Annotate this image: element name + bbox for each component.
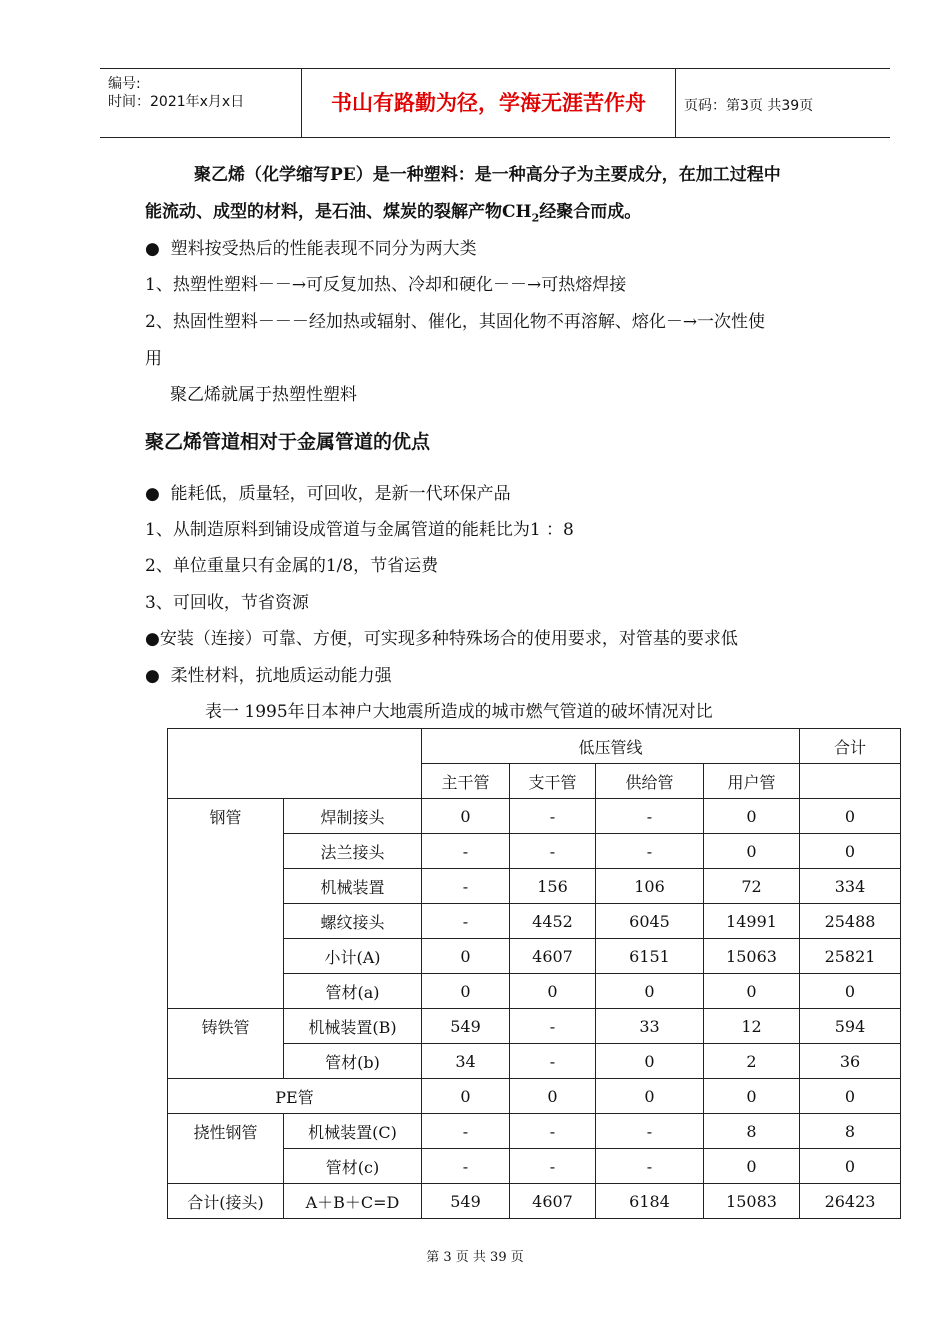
- table-cell: 0: [800, 1079, 901, 1114]
- total-header: 合计: [800, 729, 901, 764]
- table-cell: -: [510, 1009, 596, 1044]
- advantage-bullet-3: [145, 661, 392, 686]
- subheader: 主干管: [422, 764, 510, 799]
- table-row: [168, 1009, 901, 1044]
- table-cell: 25821: [800, 939, 901, 974]
- row-group: 铸铁管: [168, 1009, 284, 1079]
- bullet-icon: ●: [145, 484, 160, 504]
- header-blank-cell: [168, 729, 422, 799]
- table-row: [168, 1184, 901, 1219]
- table-cell: 15083: [704, 1184, 800, 1219]
- classification-item-2: 2、热固性塑料－－－经加热或辐射、催化，其固化物不再溶解、熔化－→一次性使: [145, 312, 766, 332]
- row-item: 管材(c): [284, 1149, 422, 1184]
- advantage-bullet-2: ●安装（连接）可靠、方便，可实现多种特殊场合的使用要求，对管基的要求低: [145, 629, 738, 649]
- table-cell: 8: [800, 1114, 901, 1149]
- table-cell: 0: [800, 1149, 901, 1184]
- table-caption: 表一 1995年日本神户大地震所造成的城市燃气管道的破坏情况对比: [205, 702, 713, 722]
- page-header: [100, 68, 890, 138]
- row-item: 管材(a): [284, 974, 422, 1009]
- table-cell: -: [596, 1149, 704, 1184]
- row-item: 机械装置(B): [284, 1009, 422, 1044]
- table-cell: -: [422, 1114, 510, 1149]
- table-cell: -: [596, 1114, 704, 1149]
- page-info: 页码：第3页 共39页: [684, 98, 814, 114]
- table-header-row: [168, 729, 901, 764]
- table-cell: 15063: [704, 939, 800, 974]
- table-cell: 34: [422, 1044, 510, 1079]
- table-cell: -: [422, 869, 510, 904]
- intro-line-2: [145, 197, 641, 224]
- classification-title: 塑料按受热后的性能表现不同分为两大类: [170, 239, 477, 259]
- table-cell: 0: [800, 799, 901, 834]
- table-cell: 72: [704, 869, 800, 904]
- row-item: 小计(A): [284, 939, 422, 974]
- time-label: 时间：2021年x月x日: [108, 94, 245, 110]
- table-cell: -: [596, 799, 704, 834]
- classification-note: 聚乙烯就属于热塑性塑料: [170, 385, 357, 405]
- intro-line-2-end: 经聚合而成。: [539, 202, 642, 222]
- table-cell: 156: [510, 869, 596, 904]
- intro-subscript: 2: [531, 211, 540, 225]
- table-cell: 6184: [596, 1184, 704, 1219]
- row-group: 合计(接头): [168, 1184, 284, 1219]
- subheader: 支干管: [510, 764, 596, 799]
- table-cell: 549: [422, 1009, 510, 1044]
- table-cell: 0: [704, 1079, 800, 1114]
- table-cell: 0: [422, 1079, 510, 1114]
- number-label: 编号:: [108, 76, 141, 92]
- row-item: 机械装置: [284, 869, 422, 904]
- table-cell: 4607: [510, 939, 596, 974]
- row-group: 钢管: [168, 799, 284, 1009]
- advantage-bullet-1: [145, 479, 511, 504]
- bullet-icon: ●: [145, 666, 160, 686]
- table-cell: -: [510, 1149, 596, 1184]
- table-cell: -: [422, 1149, 510, 1184]
- table-cell: 0: [422, 799, 510, 834]
- row-item: 管材(b): [284, 1044, 422, 1079]
- table-cell: 12: [704, 1009, 800, 1044]
- table-cell: 106: [596, 869, 704, 904]
- table-cell: 549: [422, 1184, 510, 1219]
- table-cell: -: [510, 834, 596, 869]
- table-cell: 14991: [704, 904, 800, 939]
- table-cell: -: [422, 834, 510, 869]
- intro-line-1: 聚乙烯（化学缩写PE）是一种塑料：是一种高分子为主要成分，在加工过程中: [194, 165, 781, 185]
- row-item: 螺纹接头: [284, 904, 422, 939]
- table-cell: 0: [422, 974, 510, 1009]
- table-cell: 594: [800, 1009, 901, 1044]
- subheader: 供给管: [596, 764, 704, 799]
- advantage-1-text: 能耗低，质量轻，可回收，是新一代环保产品: [170, 484, 511, 504]
- table-cell: 0: [596, 1079, 704, 1114]
- row-item: A＋B＋C=D: [284, 1184, 422, 1219]
- row-group: 挠性钢管: [168, 1114, 284, 1184]
- table-cell: 2: [704, 1044, 800, 1079]
- table-cell: -: [510, 1114, 596, 1149]
- classification-bullet-line: [145, 234, 477, 259]
- table-cell: 4452: [510, 904, 596, 939]
- table-cell: -: [422, 904, 510, 939]
- table-cell: 0: [704, 799, 800, 834]
- intro-line-2-text: 能流动、成型的材料，是石油、煤炭的裂解产物CH: [145, 202, 532, 222]
- header-right: [676, 69, 890, 137]
- table-cell: 36: [800, 1044, 901, 1079]
- table-cell: 25488: [800, 904, 901, 939]
- table-cell: 6151: [596, 939, 704, 974]
- table-cell: 33: [596, 1009, 704, 1044]
- table-cell: 4607: [510, 1184, 596, 1219]
- advantage-3-text: 柔性材料，抗地质运动能力强: [170, 666, 392, 686]
- advantage-item-3: 3、可回收，节省资源: [145, 593, 309, 613]
- section-heading: 聚乙烯管道相对于金属管道的优点: [145, 431, 431, 453]
- table-cell: 0: [510, 1079, 596, 1114]
- table-row: [168, 799, 901, 834]
- damage-table: [167, 728, 901, 1219]
- table-cell: 26423: [800, 1184, 901, 1219]
- subheader: 用户管: [704, 764, 800, 799]
- table-cell: -: [510, 1044, 596, 1079]
- table-cell: 0: [800, 974, 901, 1009]
- table-cell: 0: [596, 974, 704, 1009]
- classification-item-1: 1、热塑性塑料－－→可反复加热、冷却和硬化－－→可热熔焊接: [145, 275, 627, 295]
- advantage-item-1: 1、从制造原料到铺设成管道与金属管道的能耗比为1 ：8: [145, 520, 574, 540]
- table-cell: 8: [704, 1114, 800, 1149]
- table-row: [168, 1114, 901, 1149]
- table-cell: 0: [704, 974, 800, 1009]
- table-cell: -: [510, 799, 596, 834]
- motto: 书山有路勤为径，学海无涯苦作舟: [331, 91, 646, 115]
- table-cell: 334: [800, 869, 901, 904]
- table-cell: 0: [510, 974, 596, 1009]
- row-item: 焊制接头: [284, 799, 422, 834]
- table-row: [168, 1079, 901, 1114]
- page-footer: 第 3 页 共 39 页: [426, 1250, 524, 1265]
- row-group: PE管: [168, 1079, 422, 1114]
- subheader-blank: [800, 764, 901, 799]
- table-cell: 6045: [596, 904, 704, 939]
- group-header: 低压管线: [422, 729, 800, 764]
- table-cell: 0: [800, 834, 901, 869]
- classification-item-2-cont: 用: [145, 349, 162, 369]
- advantage-item-2: 2、单位重量只有金属的1/8，节省运费: [145, 556, 439, 576]
- table-cell: 0: [422, 939, 510, 974]
- table-cell: -: [596, 834, 704, 869]
- table-cell: 0: [596, 1044, 704, 1079]
- row-item: 法兰接头: [284, 834, 422, 869]
- table-cell: 0: [704, 834, 800, 869]
- row-item: 机械装置(C): [284, 1114, 422, 1149]
- header-middle: [302, 69, 676, 137]
- bullet-icon: ●: [145, 239, 160, 259]
- header-left: [100, 69, 302, 137]
- table-cell: 0: [704, 1149, 800, 1184]
